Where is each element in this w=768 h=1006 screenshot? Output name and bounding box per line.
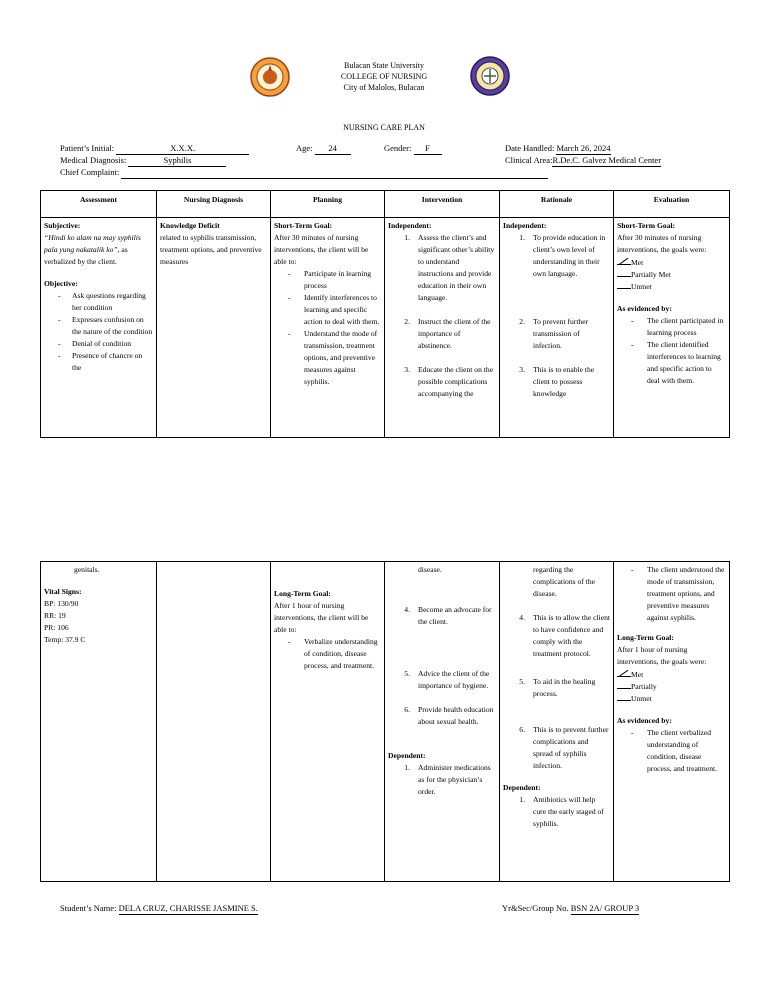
list-item: 2. To prevent further transmission of infection.: [519, 317, 589, 350]
list-item: - The client participated in learning process: [631, 316, 724, 337]
list-item: 1. To provide education in client’s own level of understanding in their own language.: [519, 233, 606, 278]
care-plan-table-page-2: [40, 561, 730, 882]
assessment-cell: Subjective: “Hindi ko alam na may syphilis pala yung nakatalik ko”, as verbalized by the client. Objective: - Ask questions regarding her condition - Expresses confusion on the nature of the condition - Denial of condition - Presence of chancre on the: [41, 218, 157, 438]
planning-cell: Long-Term Goal: After 1 hour of nursing interventions, the client will be able to: - Verbalize understanding of condition, disease process, and treatment.: [271, 562, 385, 882]
partially-checkbox: Partially: [617, 681, 726, 693]
list-item: 6. Provide health education about sexual health.: [404, 705, 494, 726]
care-plan-table-page-1: [40, 190, 730, 438]
group-value: BSN 2A/ GROUP 3: [570, 903, 640, 913]
intervention-cell: disease. 4. Become an advocate for the client. 5. Advice the client of the importance of hygiene. 6. Provide health education about sexual health. Dependent: 1. Administer medications as for the physician’s order.: [385, 562, 500, 882]
chief-complaint-value: [121, 167, 548, 179]
list-item: 2. Instruct the client of the importance of abstinence.: [404, 317, 491, 350]
list-item: - Identify interferences to learning and specific action to deal with them.: [288, 293, 380, 326]
list-item: - The client identified interferences to learning and specific action to deal with them.: [631, 340, 721, 385]
student-name-row: Student’s Name: DELA CRUZ, CHARISSE JASMINE S.: [60, 903, 258, 913]
unmet-checkbox: Unmet: [617, 281, 726, 293]
date-handled-row: Date Handled: March 26, 2024: [505, 143, 611, 153]
table-row: [41, 562, 730, 882]
student-name-value: DELA CRUZ, CHARISSE JASMINE S.: [118, 903, 258, 913]
list-item: 4. This is to allow the client to have confidence and comply with the treatment protocol.: [519, 613, 610, 658]
vital-pr: PR: 106: [44, 623, 69, 632]
age-row: Age: 24: [296, 143, 351, 155]
met-checkbox: Met: [617, 256, 726, 269]
list-item: - Verbalize understanding of condition, disease process, and treatment.: [288, 637, 378, 670]
college-name: COLLEGE OF NURSING: [340, 72, 428, 81]
vital-temp: Temp: 37.9 C: [44, 635, 86, 644]
rationale-cell: Independent: 1. To provide education in client’s own level of understanding in their own language. 2. To prevent further transmission of infection. 3. This is to enable the client to possess knowledge: [500, 218, 614, 438]
table-header-row: [41, 191, 730, 218]
list-item: - Participate in learning process: [288, 269, 372, 290]
list-item: 6. This is to prevent further complications and spread of syphilis infection.: [519, 725, 609, 770]
partially-met-checkbox: Partially Met: [617, 269, 726, 281]
header-planning: Planning: [271, 191, 385, 218]
age-value: 24: [315, 143, 351, 155]
list-item: - Presence of chancre on the: [58, 351, 143, 372]
met-checkbox: Met: [617, 668, 726, 681]
list-item: - Denial of condition: [58, 339, 132, 348]
list-item: - The client verbalized understanding of condition, disease process, and treatment.: [631, 728, 718, 773]
group-row: Yr&Sec/Group No. BSN 2A/ GROUP 3: [502, 903, 640, 913]
table-row: [41, 218, 730, 438]
list-item: - Understand the mode of transmission, treatment options, and preventive measures against syphilis.: [288, 329, 378, 386]
list-item: 3. This is to enable the client to possess knowledge: [519, 365, 595, 398]
header-rationale: Rationale: [500, 191, 614, 218]
date-handled-value: March 26, 2024: [556, 143, 611, 153]
intervention-cell: Independent: 1. Assess the client’s and significant other’s ability to understand instructions and provide education in their own language. 2. Instruct the client of the importance of abstinence. 3. Educate the client on the possible complications accompanying the: [385, 218, 500, 438]
list-item: - Ask questions regarding her condition: [58, 291, 146, 312]
gender-value: F: [414, 143, 442, 155]
list-item: 5. To aid in the healing process.: [519, 677, 596, 698]
nursing-diagnosis-cell: [157, 562, 271, 882]
list-item: - Expresses confusion on the nature of the condition: [58, 315, 153, 336]
chief-complaint-row: Chief Complaint:: [60, 167, 548, 179]
header-intervention: Intervention: [385, 191, 500, 218]
list-item: 4. Become an advocate for the client.: [404, 605, 492, 626]
vital-rr: RR: 19: [44, 611, 66, 620]
header-assessment: Assessment: [41, 191, 157, 218]
header-evaluation: Evaluation: [614, 191, 730, 218]
list-item: - The client understood the mode of transmission, treatment options, and preventive measures against syphilis.: [631, 565, 725, 622]
list-item: 1. Antibiotics will help cure the early staged of syphilis.: [519, 795, 604, 828]
header-nursing-diagnosis: Nursing Diagnosis: [157, 191, 271, 218]
planning-cell: Short-Term Goal: After 30 minutes of nursing interventions, the client will be able to: - Participate in learning process - Identify interferences to learning and specific action to deal with them. - Understand the mode of transmission, treatment options, and preventive measures against syphilis.: [271, 218, 385, 438]
medical-diagnosis-row: Medical Diagnosis: Syphilis: [60, 155, 226, 167]
list-item: 1. Assess the client’s and significant other’s ability to understand instructions and provide education in their own language.: [404, 233, 495, 302]
university-name: Bulacan State University: [344, 61, 424, 70]
document-title: NURSING CARE PLAN: [343, 123, 425, 132]
gender-row: Gender: F: [384, 143, 442, 155]
assessment-cell: genitals. Vital Signs: BP: 130/90 RR: 19 PR: 106 Temp: 37.9 C: [41, 562, 157, 882]
list-item: 5. Advice the client of the importance of hygiene.: [404, 669, 490, 690]
vital-bp: BP: 130/90: [44, 599, 79, 608]
patient-initial-value: X.X.X.: [116, 143, 249, 155]
city-name: City of Malolos, Bulacan: [343, 83, 425, 92]
rationale-cell: regarding the complications of the disease. 4. This is to allow the client to have confidence and comply with the treatment protocol. 5. To aid in the healing process. 6. This is to prevent further complications and spread of syphilis infection. Dependent: 1. Antibiotics will help cure the early staged of syphilis.: [500, 562, 614, 882]
medical-diagnosis-value: Syphilis: [128, 155, 226, 167]
evaluation-cell: - The client understood the mode of transmission, treatment options, and preventive measures against syphilis. Long-Term Goal: After 1 hour of nursing interventions, the goals were: Met Partially Unmet As evidenced by: - The client verbalized understanding of condition, disease process, and treatment.: [614, 562, 730, 882]
patient-initial-row: Patient’s Initial: X.X.X.: [60, 143, 249, 155]
clinical-area-value: R.De.C. Galvez Medical Center: [552, 155, 662, 165]
evaluation-cell: Short-Term Goal: After 30 minutes of nursing interventions, the goals were: Met Partially Met Unmet As evidenced by: - The client participated in learning process - The client identified interferences to learning and specific action to deal with them.: [614, 218, 730, 438]
list-item: 3. Educate the client on the possible complications accompanying the: [404, 365, 494, 398]
list-item: 1. Administer medications as for the physician’s order.: [404, 763, 491, 796]
nursing-diagnosis-cell: Knowledge Deficit related to syphilis transmission, treatment options, and preventive measures: [157, 218, 271, 438]
subjective-quote: “Hindi ko alam na may syphilis pala yung nakatalik ko”: [44, 233, 141, 254]
clinical-area-row: Clinical Area:R.De.C. Galvez Medical Center: [505, 155, 662, 165]
unmet-checkbox: Unmet: [617, 693, 726, 705]
